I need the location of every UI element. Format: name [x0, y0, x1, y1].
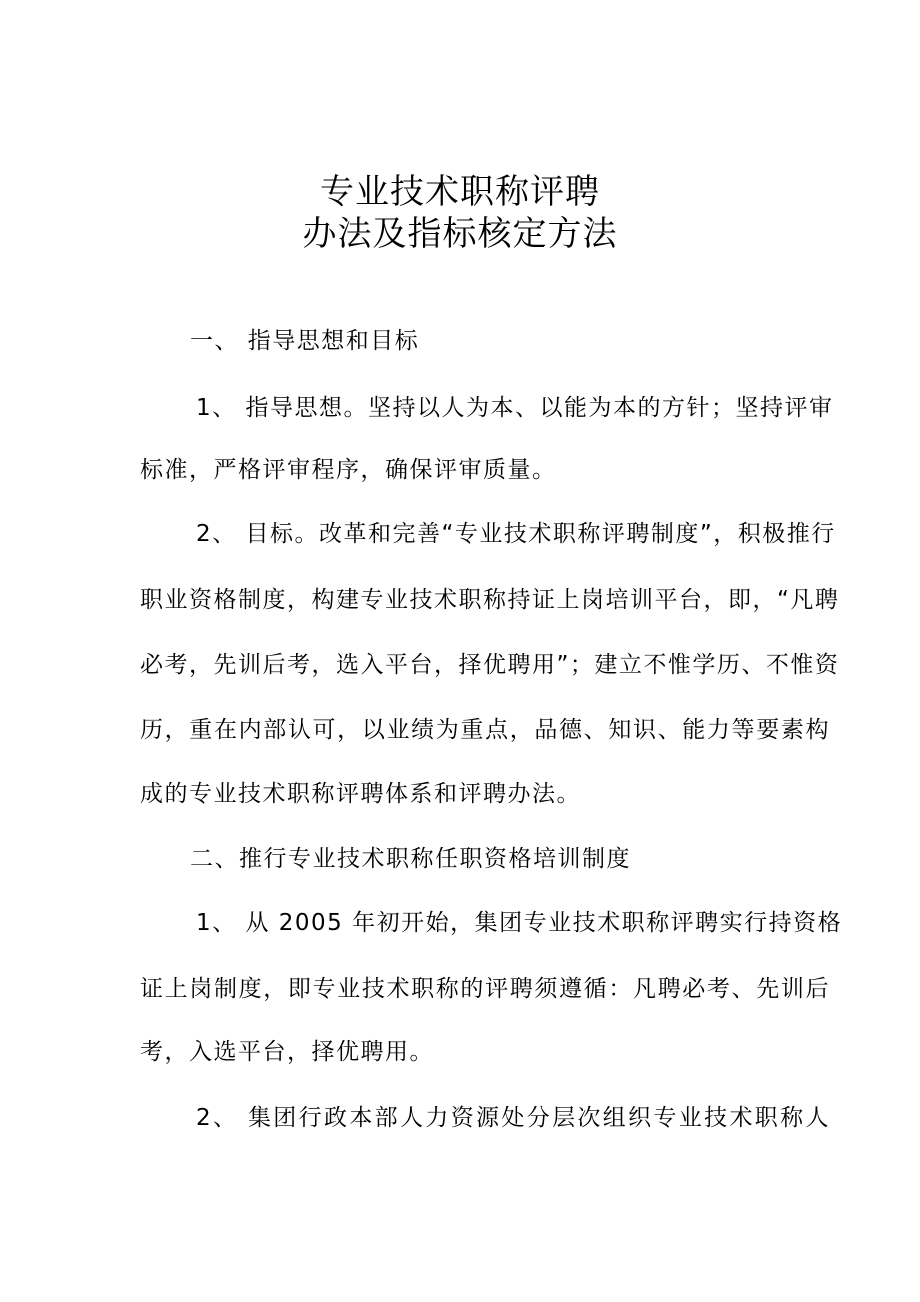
section-1-item-1-line-1: 1、 指导思想。坚持以人为本、以能为本的方针；坚持评审: [196, 395, 834, 421]
section-2-heading: 二、推行专业技术职称任职资格培训制度: [190, 846, 631, 872]
section-2-item-2-line-1: 2、 集团行政本部人力资源处分层次组织专业技术职称人: [196, 1105, 830, 1131]
document-title-line-1: 专业技术职称评聘: [320, 172, 600, 212]
section-2-item-1-line-3: 考，入选平台，择优聘用。: [140, 1039, 434, 1065]
section-2-item-1-line-1: 1、 从 2005 年初开始，集团专业技术职称评聘实行持资格: [196, 910, 843, 936]
document-title-line-2: 办法及指标核定方法: [302, 214, 618, 254]
section-1-item-2-line-5: 成的专业技术职称评聘体系和评聘办法。: [140, 781, 581, 807]
section-1-item-2-line-1: 2、 目标。改革和完善“专业技术职称评聘制度”，积极推行: [196, 521, 836, 547]
section-2-item-1-line-2: 证上岗制度，即专业技术职称的评聘须遵循：凡聘必考、先训后: [140, 976, 830, 1002]
section-1-heading: 一、 指导思想和目标: [190, 328, 420, 354]
section-1-item-2-line-2: 职业资格制度，构建专业技术职称持证上岗培训平台，即，“凡聘: [140, 587, 840, 613]
section-1-item-2-line-3: 必考，先训后考，选入平台，择优聘用”；建立不惟学历、不惟资: [140, 652, 840, 678]
section-1-item-1-line-2: 标准，严格评审程序，确保评审质量。: [140, 457, 557, 483]
section-1-item-2-line-4: 历，重在内部认可，以业绩为重点，品德、知识、能力等要素构: [140, 717, 830, 743]
